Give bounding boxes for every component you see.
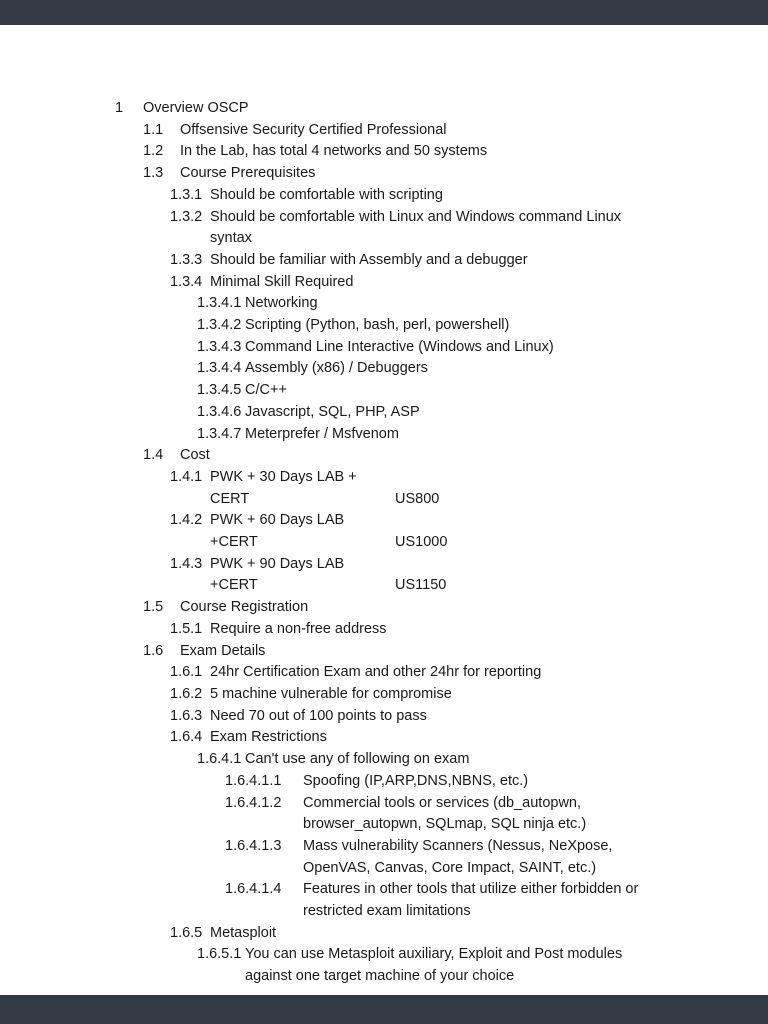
outline-number: 1.3: [143, 165, 164, 182]
outline-text: Should be comfortable with Linux and Windows command Linux syntax: [210, 208, 622, 247]
outline-text: Scripting (Python, bash, perl, powershell): [245, 317, 510, 334]
outline-number: 1.3.3: [170, 251, 203, 268]
outline-text: Should be comfortable with scripting: [210, 186, 443, 203]
outline-item: [170, 467, 653, 510]
outline-number: 1.6.3: [170, 707, 203, 724]
outline-item: [143, 445, 653, 467]
outline-text: Exam Restrictions: [210, 729, 327, 746]
outline-text: Need 70 out of 100 points to pass: [210, 707, 427, 724]
outline-text: 5 machine vulnerable for compromise: [210, 685, 452, 702]
outline-text: Metasploit: [210, 924, 277, 941]
outline-number: 1.3.4.2: [197, 317, 242, 334]
outline-text: Overview OSCP: [143, 100, 249, 116]
outline-number: 1.6.4: [170, 729, 203, 746]
document-page: [0, 25, 768, 995]
outline-number: 1.6.5.1: [197, 946, 242, 963]
outline-number: 1.4.3: [170, 555, 203, 572]
outline-item: [170, 185, 653, 207]
outline-text: Minimal Skill Required: [210, 273, 354, 290]
outline-text: Javascript, SQL, PHP, ASP: [245, 403, 420, 420]
outline-number: 1.3.4: [170, 273, 203, 290]
cost-label: PWK + 60 Days LAB +CERT: [210, 512, 345, 551]
outline-item: [170, 250, 653, 272]
outline-text: Mass vulnerability Scanners (Nessus, NeXpose, OpenVAS, Canvas, Core Impact, SAINT, etc.): [303, 837, 613, 876]
outline-number: 1.6.4.1.3: [225, 837, 282, 854]
outline-number: 1.6.5: [170, 924, 203, 941]
cost-value: US1150: [395, 577, 447, 594]
outline-number: 1.3.4.3: [197, 338, 242, 355]
outline-item: [197, 944, 653, 987]
outline-number: 1.4: [143, 447, 164, 464]
outline-item: [143, 163, 653, 185]
outline-number: 1.3.4.6: [197, 403, 242, 420]
outline-item: [170, 272, 653, 294]
outline-number: 1.6.4.1.4: [225, 881, 282, 898]
outline-item: [197, 749, 653, 771]
outline-number: 1: [115, 100, 124, 116]
outline-text: Should be familiar with Assembly and a debugger: [210, 251, 528, 268]
outline-text: Commercial tools or services (db_autopwn, browser_autopwn, SQLmap, SQL ninja etc.): [303, 794, 587, 833]
outline-item: [115, 98, 653, 120]
outline-number: 1.3.4.4: [197, 360, 242, 377]
outline-number: 1.1: [143, 121, 164, 138]
outline-item: [143, 597, 653, 619]
outline-text: You can use Metasploit auxiliary, Exploit and Post modules against one target machine of your choice: [245, 946, 623, 985]
outline-item: [170, 662, 653, 684]
outline-item: [143, 641, 653, 663]
outline-item: [197, 293, 653, 315]
outline-item: [170, 706, 653, 728]
outline-text: Command Line Interactive (Windows and Linux): [245, 338, 554, 355]
outline-number: 1.6.2: [170, 685, 203, 702]
cost-value: US1000: [395, 534, 448, 551]
outline-item: [197, 337, 653, 359]
outline-item: [170, 207, 653, 250]
outline-text: Features in other tools that utilize either forbidden or restricted exam limitations: [303, 881, 639, 920]
outline-number: 1.5: [143, 599, 164, 616]
outline-item: [197, 315, 653, 337]
outline-item: [225, 836, 653, 879]
outline-item: [143, 120, 653, 142]
outline-text: Require a non-free address: [210, 620, 387, 637]
outline-number: 1.2: [143, 143, 164, 160]
outline-item: [170, 554, 653, 597]
outline-item: [170, 684, 653, 706]
outline-number: 1.3.4.5: [197, 382, 242, 399]
outline-number: 1.3.4.7: [197, 425, 242, 442]
outline-number: 1.3.2: [170, 208, 203, 225]
outline-text: Course Registration: [180, 599, 309, 616]
outline-number: 1.3.4.1: [197, 295, 242, 312]
outline-number: 1.6.4.1: [197, 751, 242, 768]
outline-text: Offsensive Security Certified Professional: [180, 121, 447, 138]
outline-text: 24hr Certification Exam and other 24hr for reporting: [210, 664, 542, 681]
outline-text: Assembly (x86) / Debuggers: [245, 360, 428, 377]
outline-number: 1.6.4.1.2: [225, 794, 282, 811]
cost-value: US800: [395, 490, 440, 507]
outline-item: [170, 510, 653, 553]
outline-text: [210, 510, 653, 553]
cost-label: PWK + 90 Days LAB +CERT: [210, 555, 345, 594]
outline-text: In the Lab, has total 4 networks and 50 systems: [180, 143, 488, 160]
outline-item: [197, 380, 653, 402]
outline-text: Networking: [245, 295, 318, 312]
outline-item: [170, 923, 653, 945]
outline-item: [225, 879, 653, 922]
outline-number: 1.4.2: [170, 512, 203, 529]
outline-item: [143, 141, 653, 163]
outline-number: 1.5.1: [170, 620, 203, 637]
outline-item: [225, 793, 653, 836]
outline-text: Course Prerequisites: [180, 165, 316, 182]
outline-number: 1.6.4.1.1: [225, 772, 282, 789]
outline-text: Spoofing (IP,ARP,DNS,NBNS, etc.): [303, 772, 529, 789]
outline-text: C/C++: [245, 382, 287, 399]
outline-number: 1.6: [143, 642, 164, 659]
outline-text: Meterprefer / Msfvenom: [245, 425, 399, 442]
outline-number: 1.4.1: [170, 468, 203, 485]
outline-number: 1.3.1: [170, 186, 203, 203]
outline-item: [197, 402, 653, 424]
outline-item: [197, 358, 653, 380]
cost-label: PWK + 30 Days LAB + CERT: [210, 468, 357, 507]
outline-item: [225, 771, 653, 793]
outline-text: [210, 467, 653, 510]
outline: [115, 98, 653, 988]
outline-item: [170, 727, 653, 749]
outline-item: [170, 619, 653, 641]
outline-text: Cost: [180, 447, 210, 464]
outline-item: [197, 424, 653, 446]
outline-number: 1.6.1: [170, 664, 203, 681]
outline-text: Exam Details: [180, 642, 266, 659]
outline-text: Can't use any of following on exam: [245, 751, 470, 768]
outline-text: [210, 554, 653, 597]
